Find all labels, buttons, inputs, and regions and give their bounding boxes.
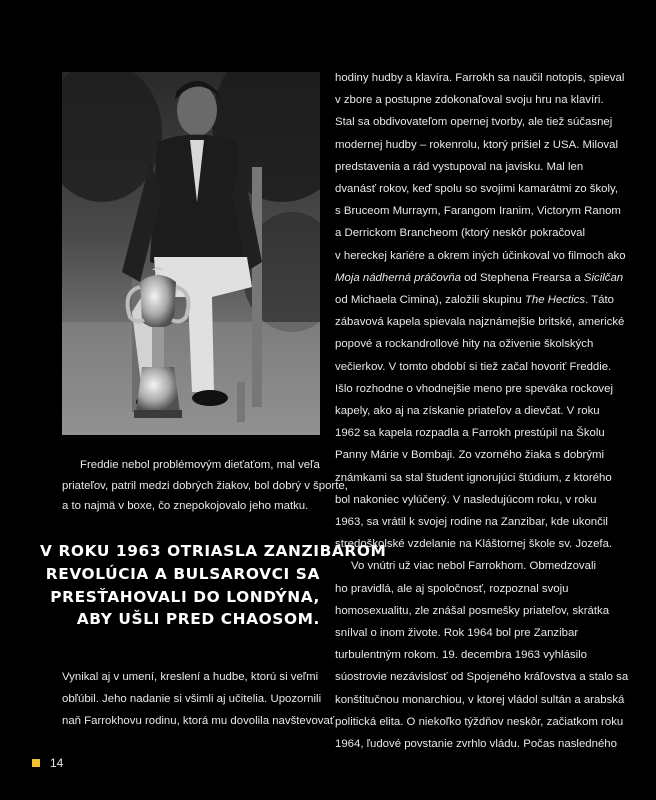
photo-caption <box>62 455 348 517</box>
body-line: v zbore a postupne zdokonaľoval svoju hru na klavíri. <box>335 94 604 107</box>
caption-line: priateľov, patril medzi dobrých žiakov, bol dobrý v športe, <box>62 479 348 492</box>
body-line: obľúbil. Jeho nadanie si všimli aj učitelia. Upozornili <box>62 693 322 705</box>
body-line: modernej hudby – rokenrolu, ktorý prišiel z USA. Miloval <box>335 138 618 151</box>
body-line: homosexualitu, zle znášal posmešky priateľov, skrátka <box>335 604 610 617</box>
pull-quote-line: REVOLÚCIA A BULSAROVCI SA <box>45 564 320 583</box>
body-line: 1963, sa vrátil k svojej rodine na Zanzibar, kde ukončil <box>335 516 608 529</box>
left-column-paragraph <box>62 666 335 732</box>
body-line: naň Farrokhovu rodinu, ktorá mu dovolila navštevovať <box>62 715 335 727</box>
body-line: politická elita. O niekoľko týždňov neskôr, začiatkom roku <box>335 715 624 728</box>
body-line: hodiny hudby a klavíra. Farrokh sa naučil notopis, spieval <box>335 72 625 84</box>
body-line: bol nakoniec vylúčený. V nasledujúcom roku, v roku <box>335 493 597 506</box>
body-line: v hereckej kariére a okrem iných účinkoval vo filmoch ako <box>335 249 626 262</box>
body-line: večierkov. V tomto období si tiež začal hovoriť Freddie. <box>335 360 612 373</box>
band-name: The Hectics <box>524 294 586 307</box>
body-line: snílval o inom živote. Rok 1964 bol pre Zanzibar <box>335 627 579 640</box>
film-title: Moja nádherná práčovňa <box>335 271 462 284</box>
body-line <box>335 267 624 289</box>
pull-quote-line: PRESŤAHOVALI DO LONDÝNA, <box>50 587 320 606</box>
body-line: Vynikal aj v umení, kreslení a hudbe, ktorú si veľmi <box>62 671 319 683</box>
pull-quote-line: V ROKU 1963 OTRIASLA ZANZIBAROM <box>40 542 387 560</box>
body-line: súostrovie nezávislosť od Spojeného kráľovstva a stalo sa <box>335 671 629 684</box>
page-marker-square <box>32 759 40 767</box>
photo-icon <box>62 72 320 435</box>
page-number: 14 <box>50 756 64 770</box>
body-line: Vo vnútri už viac nebol Farrokhom. Obmedzovali <box>351 560 597 573</box>
body-line: zábavová kapela spievala najznámejšie britské, americké <box>335 316 625 329</box>
boy-with-trophy-photo <box>62 72 320 435</box>
body-fragment: od Michaela Cimina), založili skupinu <box>335 294 525 307</box>
right-column-text <box>335 67 629 755</box>
body-line <box>335 289 614 311</box>
film-title: Sicilčan <box>583 271 624 284</box>
body-fragment: od Stephena Frearsa a <box>461 271 584 284</box>
body-line: dvanásť rokov, keď spolu so svojimi kamarátmi zo školy, <box>335 183 619 196</box>
body-line: a Derrickom Brancheom (ktorý neskôr pokračoval <box>335 227 586 240</box>
body-line: známkami sa stal študent ignorujúci štúdium, z ktorého <box>335 471 612 484</box>
body-line: 1962 sa kapela rozpadla a Farrokh prestúpil na Školu <box>335 427 605 440</box>
body-line: turbulentným rokom. 19. decembra 1963 vyhlásilo <box>335 649 587 662</box>
body-line: 1964, ľudové povstanie zvrhlo vládu. Počas nasledného <box>335 738 617 751</box>
pull-quote-line: ABY UŠLI PRED CHAOSOM. <box>76 610 320 629</box>
body-line: Stal sa obdivovateľom opernej tvorby, ale tiež súčasnej <box>335 116 613 129</box>
body-fragment: . Táto <box>585 294 614 307</box>
body-line: popové a rockandrollové hity na oživenie školských <box>335 338 594 351</box>
body-line: konštitučnou monarchiou, v ktorej vládol sultán a arabská <box>335 693 625 706</box>
body-line: s Bruceom Murraym, Farangom Iranim, Victorym Ranom <box>335 205 621 218</box>
body-line: predstavenia a rád vystupoval na javisku. Mal len <box>335 160 584 173</box>
body-line: kapely, ako aj na získanie priateľov a dievčat. V roku <box>335 405 600 418</box>
body-line: stredoškolské vzdelanie na Kláštornej škole sv. Jozefa. <box>335 538 613 551</box>
body-line: ho pravidlá, ale aj spoločnosť, rozpoznal svoju <box>335 582 569 595</box>
body-line: Panny Márie v Bombaji. Zo vzorného žiaka s dobrými <box>335 449 605 462</box>
pull-quote <box>40 540 387 631</box>
body-line: Išlo rozhodne o vhodnejšie meno pre speváka rockovej <box>335 382 613 395</box>
caption-line: Freddie nebol problémovým dieťaťom, mal veľa <box>80 459 320 471</box>
caption-line: a to najmä v boxe, čo znepokojovalo jeho matku. <box>62 500 309 512</box>
